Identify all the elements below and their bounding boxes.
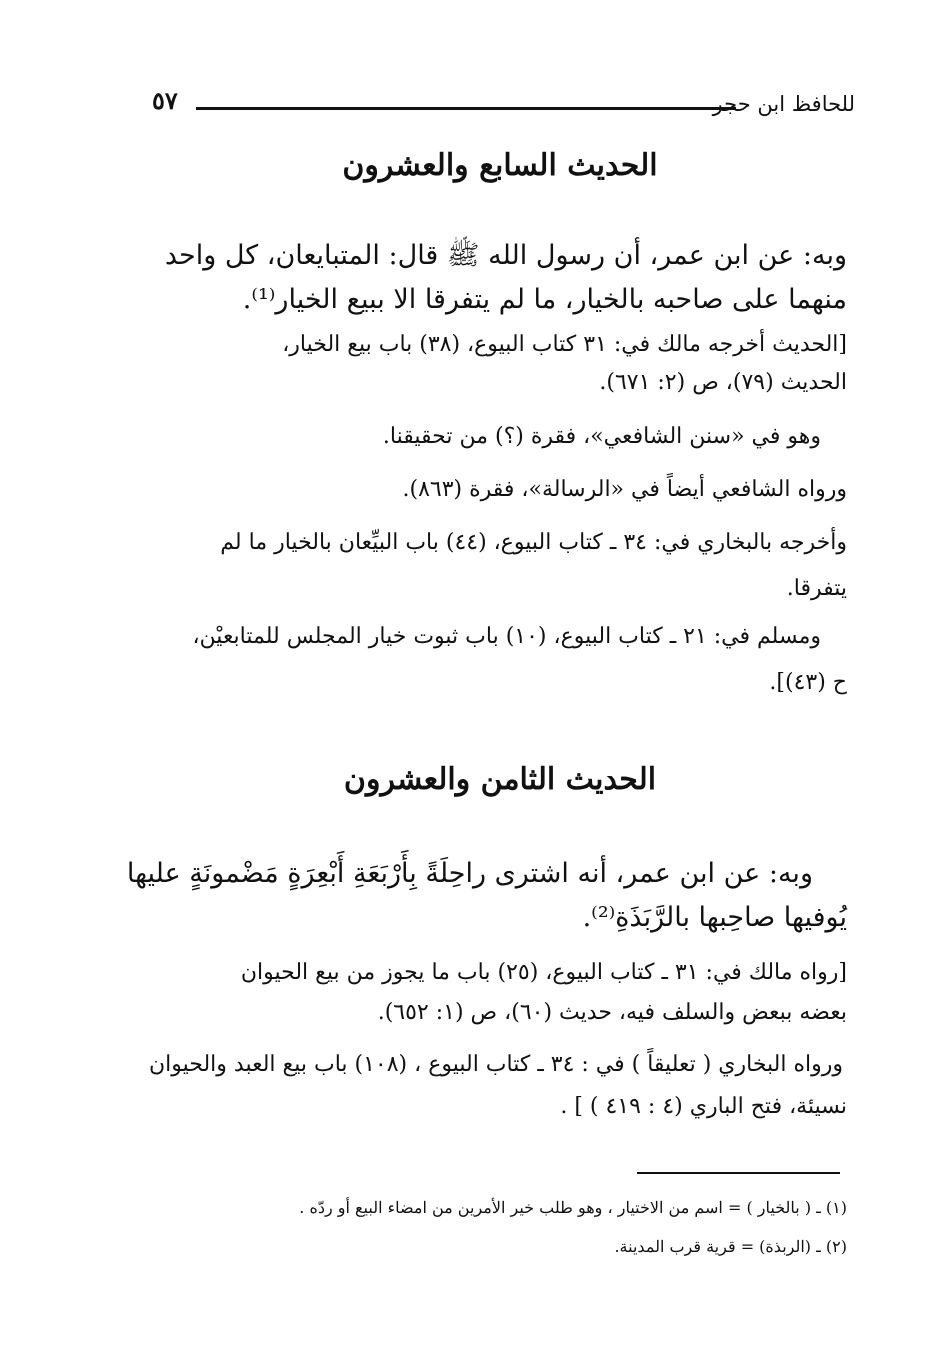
- footnote-2: (٢) ـ (الربذة) = قرية قرب المدينة.: [614, 1237, 847, 1256]
- hadith-27-source-line-6: يتفرقا.: [786, 576, 847, 601]
- section-title-hadith-28: الحديث الثامن والعشرون: [343, 762, 657, 797]
- footnote-1: (١) ـ ( بالخيار ) = اسم من الاختيار ، وهو طلب خير الأمرين من امضاء البيع أو ردّه .: [299, 1198, 847, 1217]
- hadith-27-text-line-1: وبه: عن ابن عمر، أن رسول الله ﷺ قال: المتبايعان، كل واحد: [164, 240, 847, 271]
- hadith-27-source-line-8: ح (٤٣)].: [769, 670, 847, 695]
- hadith-27-source-line-1: [الحديث أخرجه مالك في: ٣١ كتاب البيوع، (٣٨) باب بيع الخيار،: [282, 332, 847, 357]
- hadith-28-source-line-1: [رواه مالك في: ٣١ ـ كتاب البيوع، (٢٥) باب ما يجوز من بيع الحيوان: [240, 960, 847, 985]
- header-rule: [196, 107, 736, 110]
- hadith-27-source-line-4: ورواه الشافعي أيضاً في «الرسالة»، فقرة (٨٦٣).: [402, 477, 847, 502]
- hadith-27-source-line-5: وأخرجه بالبخاري في: ٣٤ ـ كتاب البيوع، (٤٤) باب البيِّعان بالخيار ما لم: [220, 530, 847, 555]
- hadith-28-text-line-2: يُوفيها صاحِبها بالرَّبَذَةِ⁽²⁾.: [582, 902, 847, 933]
- hadith-27-source-line-3: وهو في «سنن الشافعي»، فقرة (؟) من تحقيقنا.: [382, 424, 821, 449]
- hadith-28-text-line-1: وبه: عن ابن عمر، أنه اشترى راحِلَةً بِأَرْبَعَةِ أَبْعِرَةٍ مَضْمونَةٍ عليها: [126, 858, 813, 889]
- hadith-27-text-line-2: منهما على صاحبه بالخيار، ما لم يتفرقا الا ببيع الخيار⁽¹⁾.: [242, 284, 847, 315]
- hadith-27-source-line-7: ومسلم في: ٢١ ـ كتاب البيوع، (١٠) باب ثبوت خيار المجلس للمتابعيْن،: [192, 624, 821, 649]
- running-header-title: للحافظ ابن حجر: [712, 92, 855, 116]
- hadith-27-source-line-2: الحديث (٧٩)، ص (٢: ٦٧١).: [599, 370, 847, 395]
- footnote-rule: [637, 1172, 840, 1174]
- hadith-28-source-line-4: نسيئة، فتح الباري (٤ : ٤١٩ ) ] .: [560, 1094, 847, 1119]
- page-number: ٥٧: [152, 86, 178, 115]
- hadith-28-source-line-3: ورواه البخاري ( تعليقاً ) في : ٣٤ ـ كتاب البيوع ، (١٠٨) باب بيع العبد والحيوان: [149, 1052, 843, 1077]
- hadith-28-source-line-2: بعضه ببعض والسلف فيه، حديث (٦٠)، ص (١: ٦٥٢).: [377, 1000, 847, 1025]
- section-title-hadith-27: الحديث السابع والعشرون: [342, 148, 658, 183]
